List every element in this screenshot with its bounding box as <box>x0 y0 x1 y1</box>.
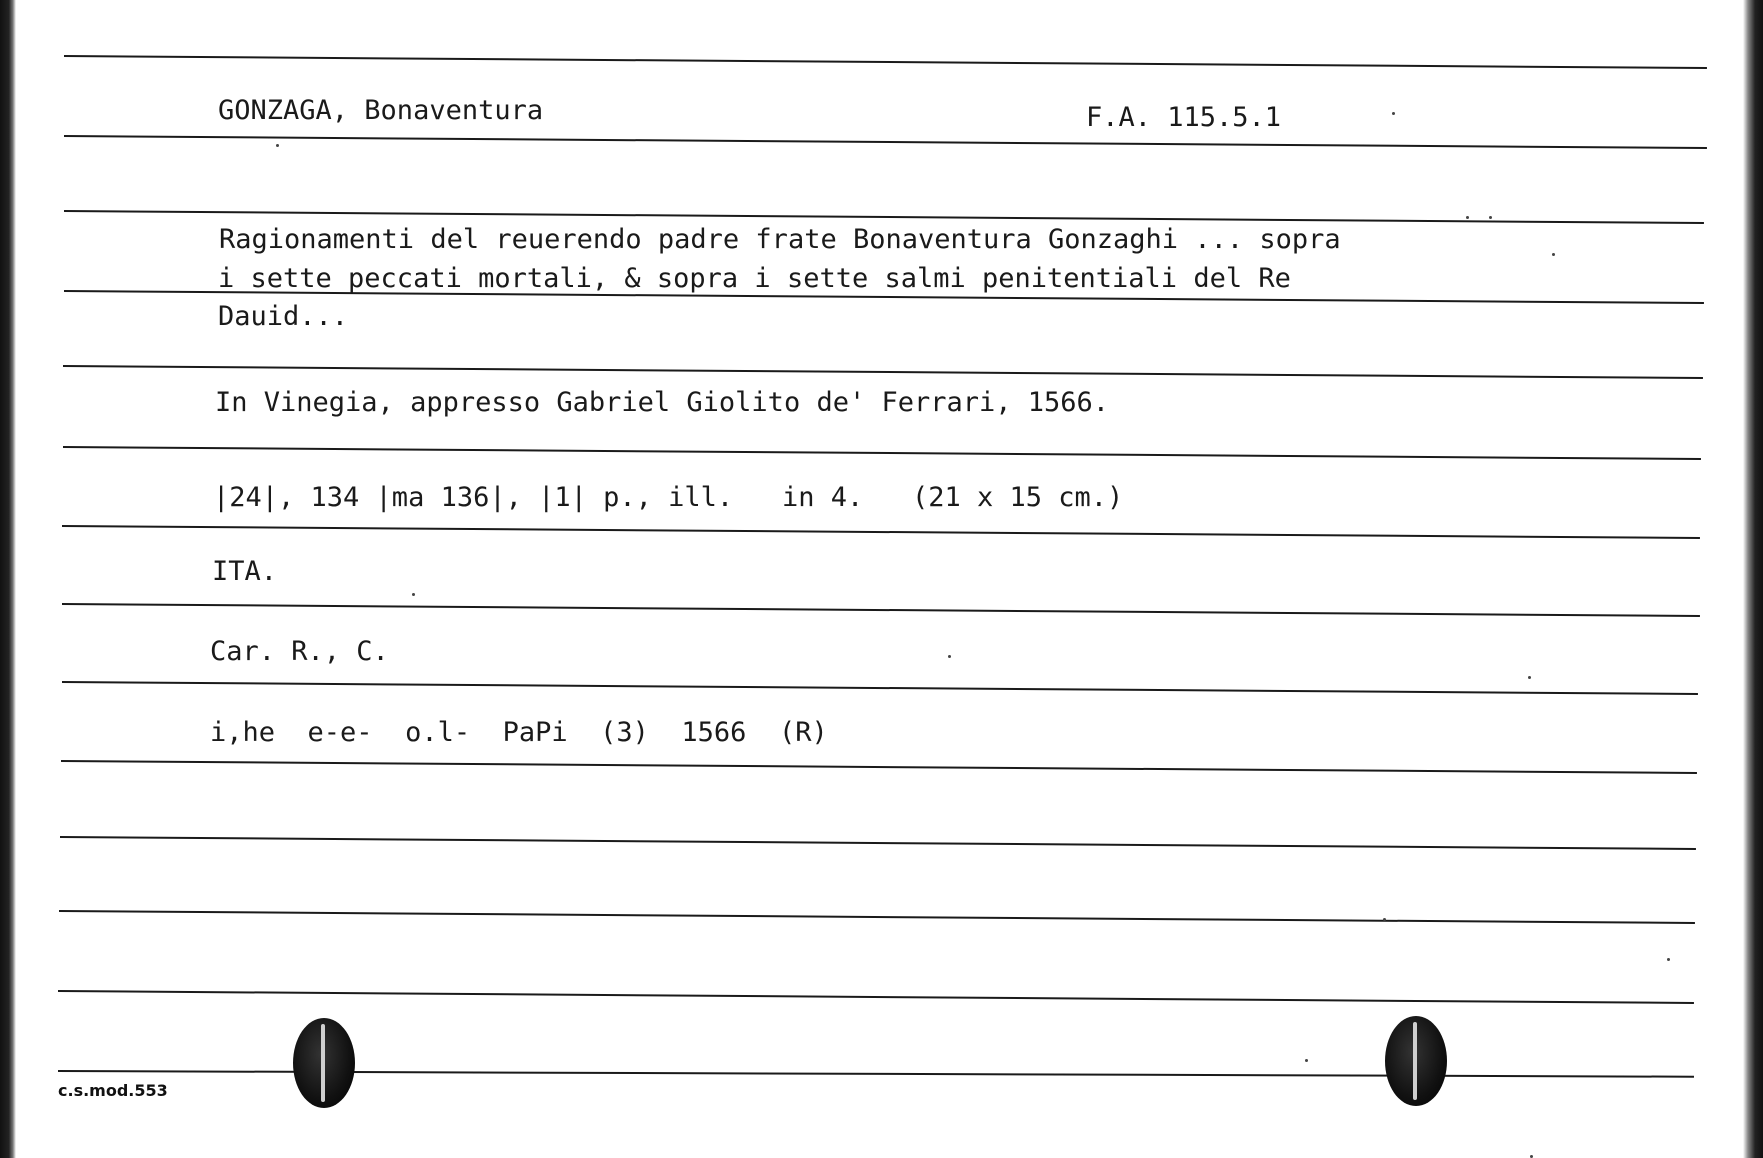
title-line-2: i sette peccati mortali, & sopra i sette salmi penitentiali del Re <box>218 263 1291 294</box>
shelfmark: F.A. 115.5.1 <box>1086 102 1282 133</box>
dust-speck <box>1392 112 1395 115</box>
title-line-1: Ragionamenti del reuerendo padre frate Bonaventura Gonzaghi ... sopra <box>219 224 1341 255</box>
ruled-line <box>62 681 1698 695</box>
ruled-line <box>62 525 1700 539</box>
dust-speck <box>412 593 415 596</box>
ruled-line <box>64 210 1704 224</box>
ruled-line <box>62 603 1700 617</box>
dust-speck <box>1466 216 1469 219</box>
ruled-line <box>64 135 1707 149</box>
dust-speck <box>1667 958 1670 961</box>
dust-speck <box>1305 1059 1308 1062</box>
punch-hole-left <box>293 1018 355 1108</box>
dust-speck <box>276 144 279 147</box>
dust-speck <box>1489 216 1492 219</box>
punch-hole-right <box>1385 1016 1447 1106</box>
notes: Car. R., C. <box>210 636 389 667</box>
form-code: c.s.mod.553 <box>58 1081 168 1100</box>
dust-speck <box>1528 676 1531 679</box>
ruled-line <box>64 55 1707 69</box>
ruled-line <box>60 836 1696 850</box>
card-right-edge <box>1743 0 1763 1158</box>
fingerprint: i,he e-e- o.l- PaPi (3) 1566 (R) <box>210 717 828 748</box>
ruled-line <box>59 910 1695 924</box>
ruled-line <box>63 446 1701 460</box>
ruled-line <box>61 760 1697 774</box>
language: ITA. <box>212 556 278 587</box>
dust-speck <box>1552 253 1555 256</box>
dust-speck <box>1383 918 1386 921</box>
card-left-edge <box>0 0 16 1158</box>
imprint: In Vinegia, appresso Gabriel Giolito de' Ferrari, 1566. <box>215 387 1110 418</box>
ruled-line <box>58 990 1694 1004</box>
title-line-3: Dauid... <box>218 301 349 332</box>
author-heading: GONZAGA, Bonaventura <box>218 95 544 126</box>
dust-speck <box>948 655 951 658</box>
ruled-line <box>63 365 1703 379</box>
collation: |24|, 134 |ma 136|, |1| p., ill. in 4. (21 x 15 cm.) <box>213 482 1124 513</box>
